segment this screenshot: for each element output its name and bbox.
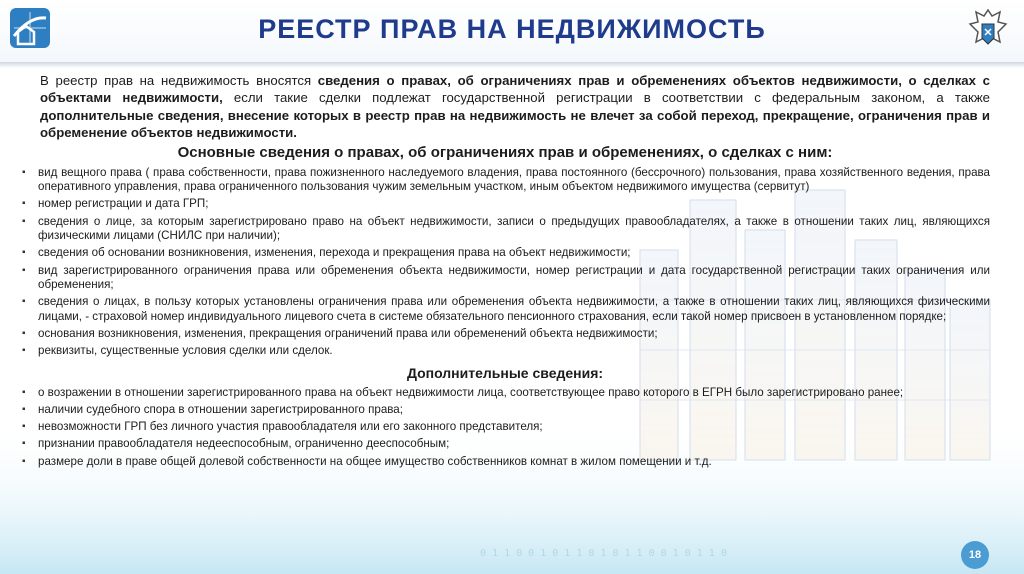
list-item-text: сведения о лице, за которым зарегистрировано право на объект недвижимости, записи о предыдущих правообладателях, а также в отношении таких лиц, являющихся физическими лицами (СНИЛС при наличии); xyxy=(38,214,990,243)
intro-bold-2: дополнительные сведения, внесение которых в реестр прав на недвижимость не влечет за собой переход, прекращение, ограничения прав и обременение объектов недвижимости. xyxy=(40,107,990,141)
list-item xyxy=(20,215,990,244)
bullet-icon: ▪ xyxy=(22,198,26,210)
list-item xyxy=(20,264,990,293)
coat-of-arms-eagle-icon xyxy=(966,6,1010,54)
list-item-text: вид зарегистрированного ограничения права или обременения объекта недвижимости, номер регистрации и дата государственной регистрации таких ограничения или обременения; xyxy=(38,263,990,292)
list-item xyxy=(20,455,990,470)
intro-paragraph xyxy=(40,72,990,142)
list-item-text: наличии судебного спора в отношении зарегистрированного права; xyxy=(38,403,403,417)
bullet-icon: ▪ xyxy=(22,386,26,398)
background-binary-text: 0 1 1 0 0 1 0 1 1 0 1 0 1 1 0 0 1 0 1 1 0 xyxy=(480,548,727,559)
bullet-icon: ▪ xyxy=(22,421,26,433)
bullet-icon: ▪ xyxy=(22,247,26,259)
list-item xyxy=(20,246,990,261)
list-item-text: невозможности ГРП без личного участия правообладателя или его законного представителя; xyxy=(38,420,543,434)
page-title: РЕЕСТР ПРАВ НА НЕДВИЖИМОСТЬ xyxy=(258,14,766,44)
list-item-text: признании правообладателя недееспособным, ограниченно дееспособным; xyxy=(38,437,450,451)
bullet-icon: ▪ xyxy=(22,264,26,276)
list-item-text: реквизиты, существенные условия сделки или сделок. xyxy=(38,344,333,358)
list-item-text: номер регистрации и дата ГРП; xyxy=(38,197,209,211)
bullet-icon: ▪ xyxy=(22,438,26,450)
bullet-icon: ▪ xyxy=(22,296,26,308)
list-item xyxy=(20,327,990,342)
list-item xyxy=(20,437,990,452)
list-item xyxy=(20,403,990,418)
intro-bold-1: сведения о правах, об ограничениях прав и обременениях объектов недвижимости, о сделках с объектами недвижимости, xyxy=(40,73,990,106)
bullet-icon: ▪ xyxy=(22,455,26,467)
intro-text-2: если такие сделки подлежат государственной регистрации в соответствии с федеральным законом, а также xyxy=(222,90,990,106)
main-section-title: Основные сведения о правах, об ограничениях прав и обременениях, о сделках с ним: xyxy=(177,143,833,161)
list-item xyxy=(20,295,990,324)
bullet-icon: ▪ xyxy=(22,215,26,227)
list-item-text: размере доли в праве общей долевой собственности на общее имущество собственников комнат в жилом помещении и т.д. xyxy=(38,454,712,468)
main-content xyxy=(20,72,990,472)
list-item xyxy=(20,344,990,359)
list-item-text: о возражении в отношении зарегистрированного права на объект недвижимости лица, соответствующее право которого в ЕГРН было зарегистрировано ранее; xyxy=(38,385,904,399)
bullet-icon: ▪ xyxy=(22,345,26,357)
list-item xyxy=(20,420,990,435)
bullet-icon: ▪ xyxy=(22,404,26,416)
list-item xyxy=(20,386,990,401)
bullet-icon: ▪ xyxy=(22,328,26,340)
list-item-text: вид вещного права ( права собственности, права пожизненного наследуемого владения, права постоянного (бессрочного) пользования, права хозяйственного ведения, права оперативного управления, права ограниченного пользования чужим земельным участком, иным объектом недвижимого имущества (сервитут) xyxy=(38,165,990,194)
page-number-badge: 18 xyxy=(961,541,989,569)
additional-section-title: Дополнительные сведения: xyxy=(406,364,604,381)
list-item xyxy=(20,166,990,195)
list-item-text: сведения об основании возникновения, изменения, перехода и прекращения права на объект недвижимости; xyxy=(38,246,631,260)
list-item xyxy=(20,197,990,212)
bullet-icon: ▪ xyxy=(22,166,26,178)
header-divider xyxy=(0,62,1024,68)
list-item-text: основания возникновения, изменения, прекращения ограничений права или обременений объекта недвижимости; xyxy=(38,327,658,341)
list-item-text: сведения о лицах, в пользу которых установлены ограничения права или обременения объекта недвижимости, а также в отношении таких лиц, являющихся физическими лицами, - страховой номер индивидуального лицевого счета в системе обязательного пенсионного страхования, если такой номер присвоен в установленном порядке; xyxy=(38,295,990,323)
intro-text-1: В реестр прав на недвижимость вносятся xyxy=(40,73,318,88)
main-items-list xyxy=(20,166,990,359)
additional-items-list xyxy=(20,386,990,469)
